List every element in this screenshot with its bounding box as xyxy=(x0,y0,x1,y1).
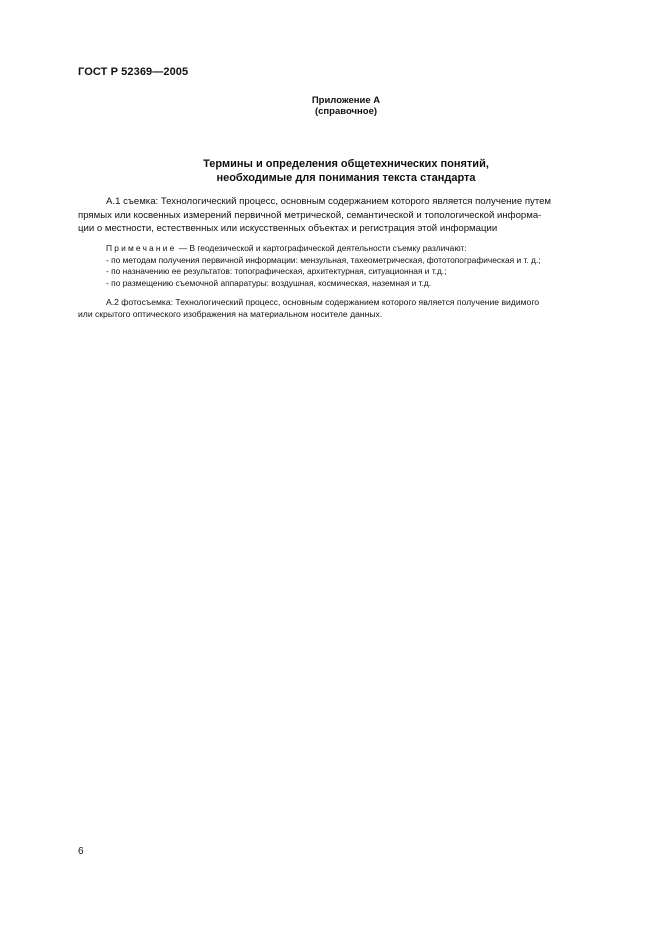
note-intro: — В геодезической и картографической деятельности съемку различают: xyxy=(176,243,467,253)
appendix-subtitle: (справочное) xyxy=(314,106,378,117)
note-item-3: - по размещению съемочной аппаратуры: воздушная, космическая, наземная и т.д. xyxy=(106,277,432,288)
section-title-line-2: необходимые для понимания текста стандарта xyxy=(216,172,476,184)
definition-a1-line-1: А.1 съемка: Технологический процесс, основным содержанием которого является получение путем xyxy=(106,196,552,207)
appendix-title: Приложение А xyxy=(311,95,381,106)
note-item-1: - по методам получения первичной информации: мензульная, тахеометрическая, фототопографическая и т. д.; xyxy=(106,254,541,265)
standard-id-header: ГОСТ Р 52369—2005 xyxy=(78,66,189,78)
definition-a1-line-2: прямых или косвенных измерений первичной метрической, семантической и топологической информа- xyxy=(78,209,542,221)
section-title-line-1: Термины и определения общетехнических понятий, xyxy=(203,158,489,170)
definition-a1 xyxy=(78,195,614,236)
note-item-2: - по назначению ее результатов: топографическая, архитектурная, ситуационная и т.д.; xyxy=(106,266,447,276)
definition-a2 xyxy=(78,297,614,320)
note-block xyxy=(78,243,614,289)
note-intro-line xyxy=(78,243,614,255)
page-number: 6 xyxy=(78,846,84,857)
definition-a1-line-3: ции о местности, естественных или искусственных объектах и регистрация этой информации xyxy=(78,223,498,235)
definition-a2-line-1: А.2 фотосъемка: Технологический процесс, основным содержанием которого является получение видимого xyxy=(106,297,540,307)
note-label: Примечание xyxy=(106,243,177,253)
definition-a2-line-2: или скрытого оптического изображения на материальном носителе данных. xyxy=(78,308,383,319)
